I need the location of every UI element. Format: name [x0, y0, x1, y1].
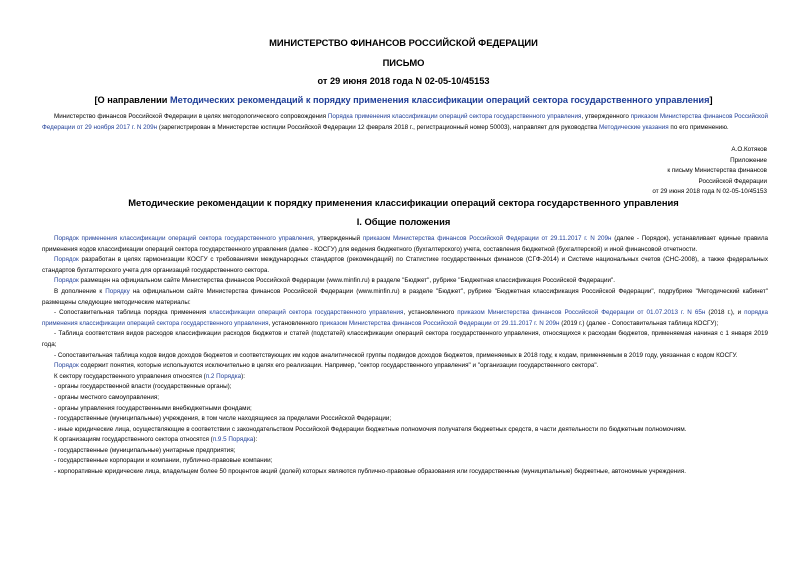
signer: А.О.Котяков: [731, 146, 767, 153]
link-order-209n[interactable]: приказом Министерства финансов Российской Федерации от 29 ноября 2017 г. N 209н: [42, 113, 768, 131]
link-classification[interactable]: классификации операций сектора государственного управления: [209, 309, 404, 317]
list-item: - иные юридические лица, осуществляющие в соответствии с законодательством Российской Федерации бюджетные полномочия получателя бюджетных средств, в части деятельности по бюджетным полномочиям.: [54, 425, 687, 433]
text: - Сопоставительная таблица порядка применения: [54, 309, 210, 317]
text: на официальном сайте Министерства финансов Российской Федерации (www.minfin.ru) в разделе "Бюджет", рубрике "Бюджетная классификация Российской Федерации", подрубрике "Методический кабинет" размещены следующие методические материалы:: [42, 287, 768, 306]
text: ):: [253, 436, 258, 444]
link-procedure-p2[interactable]: п.2 Порядка: [205, 372, 242, 380]
text: , установленного: [403, 309, 458, 317]
subject-open: [О направлении: [94, 95, 170, 105]
date-number-heading: от 29 июня 2018 года N 02-05-10/45153: [317, 76, 490, 86]
appendix-label: Приложение: [730, 156, 767, 164]
doc-type-heading: ПИСЬМО: [382, 57, 425, 68]
section-heading: I. Общие положения: [356, 216, 451, 227]
intro-text: , утвержденного: [581, 113, 631, 120]
intro-paragraph: [42, 112, 768, 133]
link-order-209n[interactable]: приказом Министерства финансов Российской Федерации от 29.11.2017 г. N 209н: [319, 319, 560, 327]
subject-close: ]: [709, 95, 713, 105]
link-procedure[interactable]: порядка применения классификации операций сектора государственного управления: [42, 309, 768, 327]
list-item: - государственные (муниципальные) унитарные предприятия;: [54, 446, 236, 454]
text: разработан в целях гармонизации КОСГУ с требованиями международных стандартов (рекомендаций) по Статистике государственных финансов (СГФ-2014) и Системе национальных счетов (СНС-2008), а также федеральных стандартов бухгалтерского учета для организаций государственного сектора.: [42, 256, 768, 274]
link-order-209n[interactable]: приказом Министерства финансов Российской Федерации от 29.11.2017 г. N 209н: [362, 235, 612, 242]
document-title: Методические рекомендации к порядку применения классификации операций сектора государственного управления: [128, 197, 679, 208]
intro-text: по его применению.: [668, 123, 729, 131]
signature-block: [467, 145, 767, 198]
text: К сектору государственного управления относятся (: [54, 372, 206, 380]
text: , установленного: [268, 319, 320, 327]
text: В дополнение к: [54, 287, 106, 295]
subject-heading: [0, 95, 807, 105]
list-item: - государственные корпорации и компании, публично-правовые компании;: [54, 457, 273, 465]
link-procedure[interactable]: Порядку: [105, 287, 130, 295]
text: К организациям государственного сектора относятся (: [54, 436, 213, 444]
appendix-rf: Российской Федерации: [698, 177, 767, 185]
text: (2018 г.), и: [705, 309, 745, 317]
text: содержит понятия, которые используются исключительно в целях его реализации. Например, "сектор государственного управления" и "организации государственного сектора".: [78, 362, 599, 370]
text: , утвержденный: [312, 235, 363, 242]
text: (далее - Порядок), устанавливает единые правила применения кодов классификации операций сектора государственного управления (далее - КОСГУ) для ведения бюджетного (бухгалтерского) учета, составления бюджетной (бухгалтерской) и иной финансовой отчетности.: [42, 235, 768, 253]
link-procedure[interactable]: Порядок: [54, 362, 79, 370]
appendix-date: от 29 июня 2018 года N 02-05-10/45153: [652, 188, 767, 196]
link-procedure[interactable]: Порядок: [54, 277, 79, 285]
link-guidelines[interactable]: Методические указания: [598, 123, 669, 131]
text: размещен на официальном сайте Министерства финансов Российской Федерации (www.minfin.ru) в разделе "Бюджет", рубрике "Бюджетная классификация Российской Федерации".: [78, 277, 616, 285]
link-procedure[interactable]: Порядка применения классификации операций сектора государственного управления: [327, 113, 582, 120]
paragraph: [42, 287, 768, 308]
paragraph: - Таблица соответствия видов расходов классификации расходов бюджетов и статей (подстатей) классификации операций сектора государственного управления, относящихся к расходам бюджетов, применяемая начиная с 1 января 2019 года;: [42, 330, 768, 348]
appendix-to-letter: к письму Министерства финансов: [667, 167, 767, 175]
intro-text: (зарегистрирован в Министерстве юстиции Российской Федерации 12 февраля 2018 г., регистрационный номер 50003), направляет для руководства: [157, 123, 599, 131]
paragraph: [42, 361, 768, 372]
paragraph: [42, 255, 768, 276]
main-body: [42, 234, 768, 478]
link-procedure[interactable]: Порядок: [54, 256, 79, 264]
list-item: - корпоративные юридические лица, владельцем более 50 процентов акций (долей) которых являются публично-правовые образования или государственные (муниципальные) бюджетные, автономные учреждения.: [54, 468, 686, 476]
paragraph: [42, 276, 768, 287]
ministry-heading: МИНИСТЕРСТВО ФИНАНСОВ РОССИЙСКОЙ ФЕДЕРАЦИИ: [269, 37, 538, 48]
link-procedure-p95[interactable]: п.9.5 Порядка: [212, 436, 254, 444]
list-item: - органы государственной власти (государственные органы);: [54, 383, 232, 391]
subject-link[interactable]: Методических рекомендаций к порядку применения классификации операций сектора государственного управления: [169, 95, 710, 105]
paragraph: - Сопоставительная таблица кодов видов доходов бюджетов и соответствующих им кодов аналитической группы подвидов доходов бюджетов, применяемых в 2018 году, к кодам, применяемым в 2019 году, увязанная с кодом КОСГУ.: [54, 351, 738, 359]
list-item: - органы местного самоуправления;: [54, 393, 160, 401]
intro-text: Министерство финансов Российской Федерации в целях методологического сопровождения: [54, 113, 328, 120]
paragraph: [42, 308, 768, 329]
link-order-65n[interactable]: приказом Министерства финансов Российской Федерации от 01.07.2013 г. N 65н: [457, 309, 706, 317]
paragraph: [42, 234, 768, 255]
text: (2019 г.) (далее - Сопоставительная таблица КОСГУ);: [559, 319, 719, 327]
link-procedure[interactable]: Порядок применения классификации операций сектора государственного управления: [54, 235, 313, 242]
list-item: - государственные (муниципальные) учреждения, в том числе находящиеся за пределами Российской Федерации;: [54, 415, 392, 423]
paragraph: [42, 372, 768, 383]
paragraph: [42, 435, 768, 446]
list-item: - органы управления государственными внебюджетными фондами;: [54, 404, 252, 412]
text: ):: [241, 372, 245, 380]
